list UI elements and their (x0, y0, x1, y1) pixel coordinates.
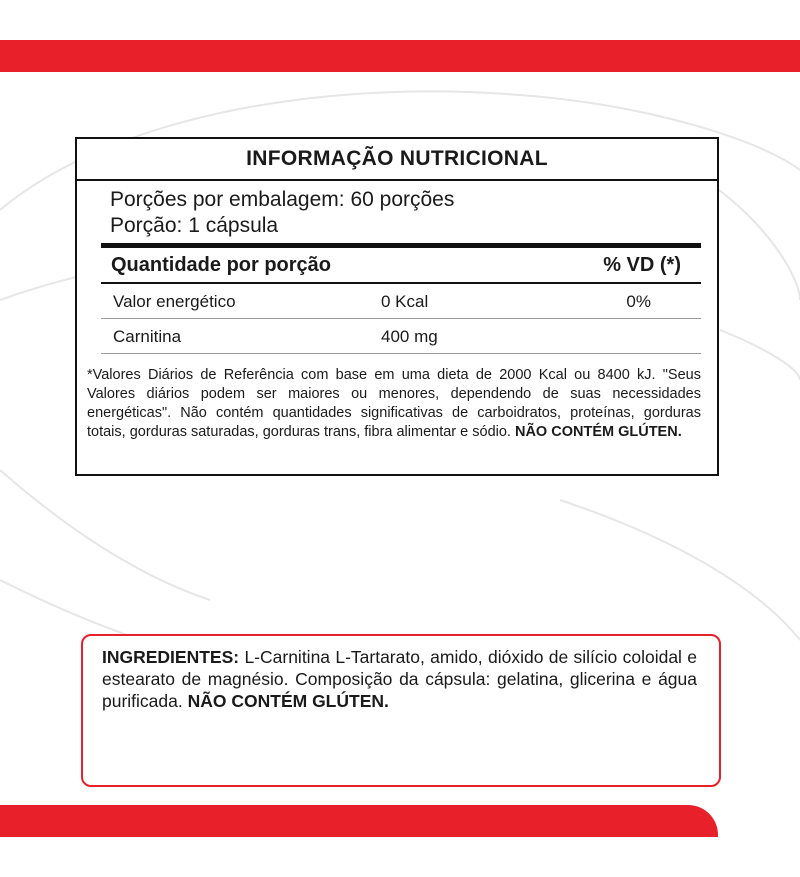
table-header-row (101, 248, 701, 284)
nutrient-daily-value: 0% (626, 292, 651, 311)
ingredients-label: INGREDIENTES: (102, 647, 240, 667)
servings-per-package: Porções por embalagem: 60 porções (110, 188, 455, 211)
nutrient-amount: 400 mg (381, 327, 438, 346)
top-red-band (0, 40, 800, 72)
quantity-per-serving-header: Quantidade por porção (111, 254, 332, 276)
table-row (101, 319, 701, 354)
serving-size: Porção: 1 cápsula (110, 214, 279, 237)
table-row (101, 284, 701, 319)
daily-value-header: % VD (*) (603, 254, 681, 276)
daily-value-footnote (87, 366, 701, 442)
servings-block (77, 181, 717, 239)
nutrition-title: INFORMAÇÃO NUTRICIONAL (77, 139, 717, 181)
footnote-text: *Valores Diários de Referência com base em uma dieta de 2000 Kcal ou 8400 kJ. "Seus Valores diários podem ser maiores ou menores, dependendo de suas necessidades energéticas". Não contém quantidades significativas de carboidratos, proteínas, gorduras totais, gorduras saturadas, gorduras trans, fibra alimentar e sódio. (87, 367, 701, 440)
footnote-gluten-notice: NÃO CONTÉM GLÚTEN. (514, 424, 682, 440)
nutrient-name: Valor energético (113, 292, 236, 311)
ingredients-text (83, 636, 719, 712)
nutrient-amount: 0 Kcal (381, 292, 429, 311)
ingredients-list: L-Carnitina L-Tartarato, amido, dióxido de silício coloidal e estearato de magnésio. Composição da cápsula: gelatina, glicerina e água purificada. (102, 647, 697, 711)
ingredients-gluten-notice: NÃO CONTÉM GLÚTEN. (187, 691, 389, 711)
ingredients-box (81, 634, 721, 787)
nutrient-name: Carnitina (113, 327, 182, 346)
bottom-red-band (0, 805, 718, 837)
nutrition-facts-table (75, 137, 719, 476)
